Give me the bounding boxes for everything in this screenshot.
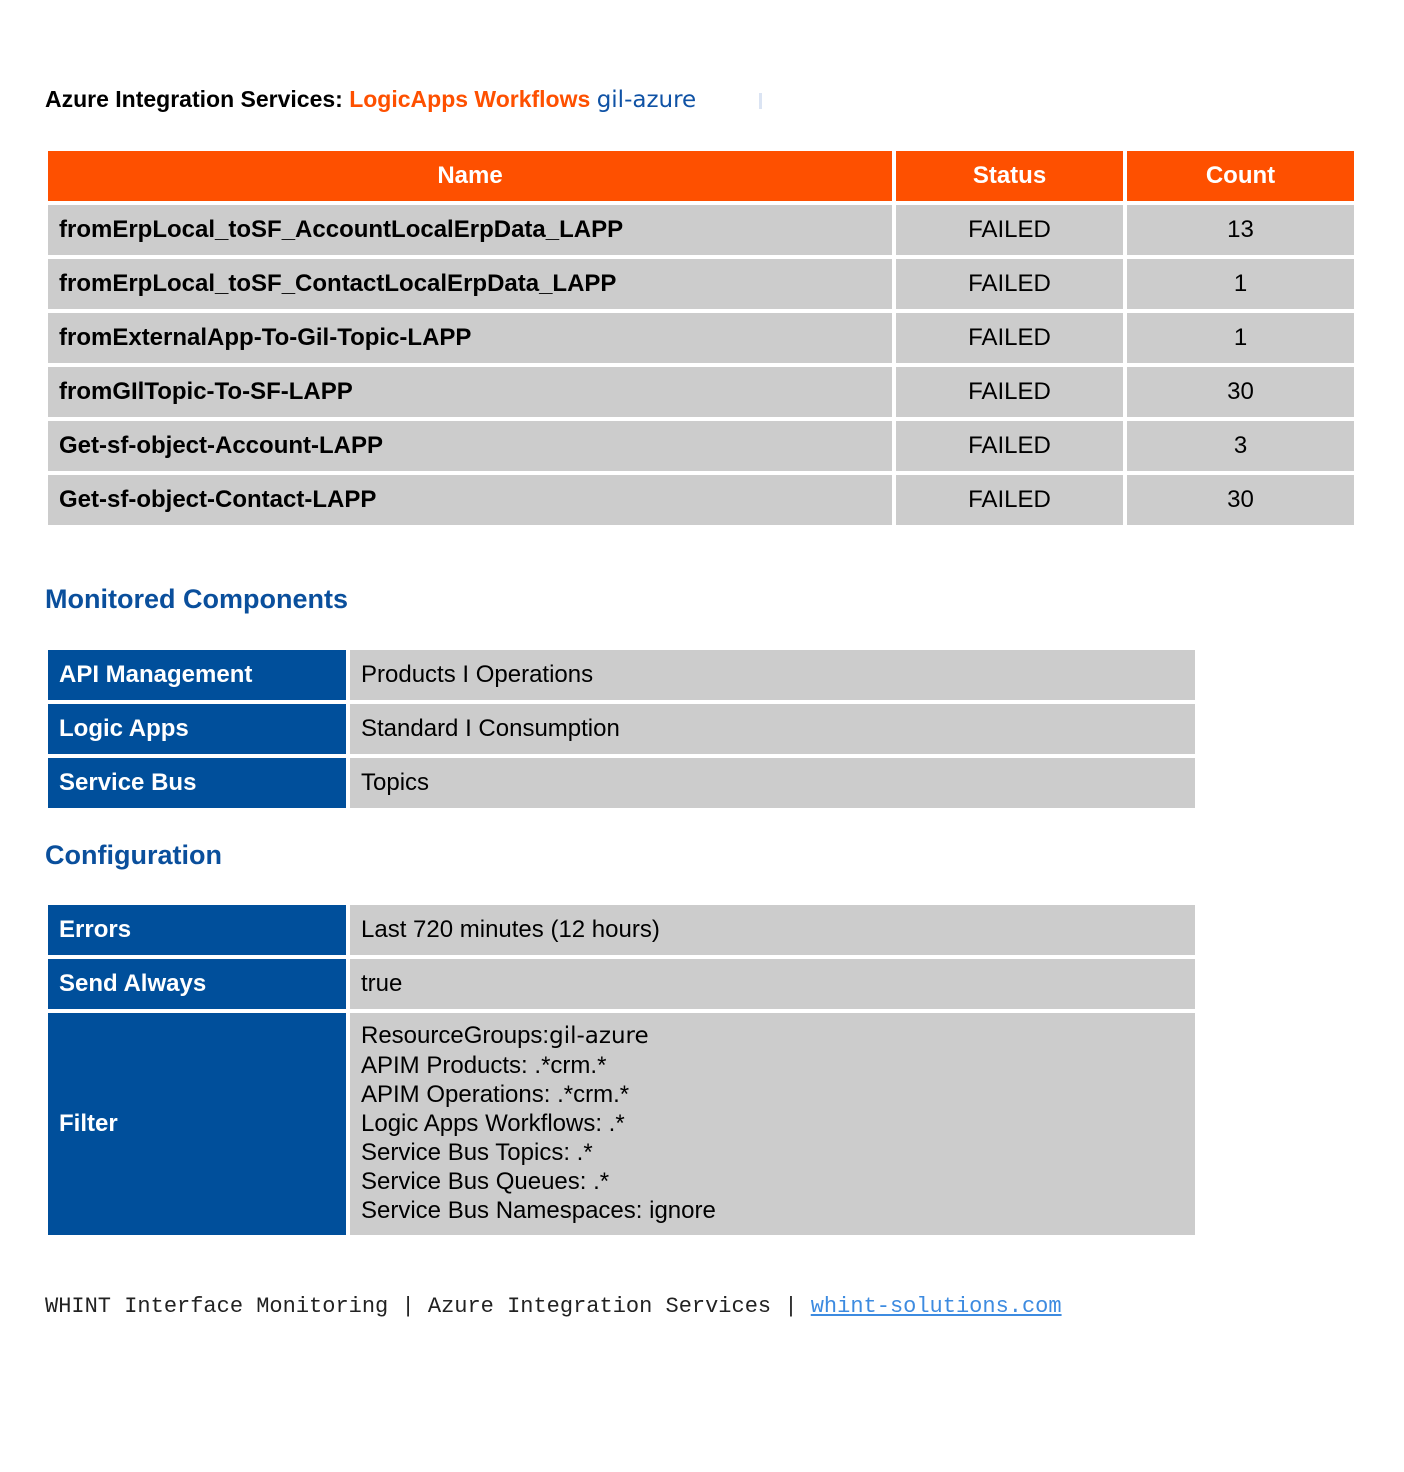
workflow-error-count: 3 (1127, 421, 1354, 471)
component-key: Service Bus (48, 758, 346, 808)
filter-line (361, 1167, 1195, 1196)
filter-line (361, 1080, 1195, 1109)
workflow-status: FAILED (896, 205, 1123, 255)
workflow-error-count: 13 (1127, 205, 1354, 255)
component-key: API Management (48, 650, 346, 700)
workflow-name: Get-sf-object-Account-LAPP (48, 421, 892, 471)
workflow-status: FAILED (896, 421, 1123, 471)
filter-key: Filter (48, 1013, 346, 1235)
monitored-components-table (44, 646, 1199, 812)
text-cursor-mark (759, 93, 762, 109)
report-header (45, 86, 762, 113)
config-value: true (350, 959, 1195, 1009)
table-row (48, 704, 1195, 754)
filter-line (361, 1196, 1195, 1225)
table-row (48, 421, 1354, 471)
filter-line (361, 1051, 1195, 1080)
footer-link[interactable]: whint-solutions.com (810, 1294, 1062, 1319)
monitored-components-heading: Monitored Components (45, 584, 348, 614)
filter-row (48, 1013, 1195, 1235)
filter-line (361, 1021, 1195, 1051)
filter-value: .*crm.* (557, 1081, 630, 1108)
filter-value: .*crm.* (534, 1052, 607, 1079)
filter-line (361, 1138, 1195, 1167)
filter-line (361, 1109, 1195, 1138)
table-row (48, 259, 1354, 309)
table-row (48, 959, 1195, 1009)
table-row (48, 650, 1195, 700)
workflow-status: FAILED (896, 367, 1123, 417)
header-category: LogicApps Workflows (349, 86, 591, 112)
workflow-name: Get-sf-object-Contact-LAPP (48, 475, 892, 525)
workflow-error-count: 30 (1127, 367, 1354, 417)
filter-label: Service Bus Topics: (361, 1139, 570, 1166)
errors-table (44, 147, 1358, 529)
table-row (48, 313, 1354, 363)
configuration-table (44, 901, 1199, 1239)
workflow-status: FAILED (896, 313, 1123, 363)
header-environment: gil-azure (596, 87, 697, 113)
component-value: Products I Operations (350, 650, 1195, 700)
column-header-count: Count (1127, 151, 1354, 201)
filter-label: Logic Apps Workflows: (361, 1110, 602, 1137)
header-prefix: Azure Integration Services: (45, 86, 343, 112)
table-row (48, 205, 1354, 255)
workflow-name: fromExternalApp-To-Gil-Topic-LAPP (48, 313, 892, 363)
component-value: Topics (350, 758, 1195, 808)
filter-label: Service Bus Namespaces: (361, 1197, 643, 1224)
config-key: Errors (48, 905, 346, 955)
component-value: Standard I Consumption (350, 704, 1195, 754)
column-header-name: Name (48, 151, 892, 201)
filter-value: ignore (649, 1197, 716, 1224)
workflow-error-count: 30 (1127, 475, 1354, 525)
workflow-error-count: 1 (1127, 259, 1354, 309)
filter-label: APIM Operations: (361, 1081, 551, 1108)
filter-value: .* (576, 1139, 593, 1166)
filter-label: APIM Products: (361, 1052, 528, 1079)
column-header-status: Status (896, 151, 1123, 201)
errors-table-header-row (48, 151, 1354, 201)
workflow-status: FAILED (896, 259, 1123, 309)
footer-text: WHINT Interface Monitoring | Azure Integration Services | (45, 1294, 811, 1319)
table-row (48, 905, 1195, 955)
filter-value: .* (608, 1110, 625, 1137)
workflow-status: FAILED (896, 475, 1123, 525)
filter-value: .* (593, 1168, 610, 1195)
workflow-name: fromErpLocal_toSF_ContactLocalErpData_LAPP (48, 259, 892, 309)
table-row (48, 758, 1195, 808)
footer (45, 1294, 1062, 1319)
table-row (48, 475, 1354, 525)
config-value: Last 720 minutes (12 hours) (350, 905, 1195, 955)
workflow-error-count: 1 (1127, 313, 1354, 363)
table-row (48, 367, 1354, 417)
filter-label: ResourceGroups: (361, 1022, 550, 1049)
workflow-name: fromErpLocal_toSF_AccountLocalErpData_LAPP (48, 205, 892, 255)
filter-label: Service Bus Queues: (361, 1168, 587, 1195)
filter-values (350, 1013, 1195, 1235)
configuration-heading: Configuration (45, 840, 222, 870)
workflow-name: fromGIlTopic-To-SF-LAPP (48, 367, 892, 417)
filter-value: gil-azure (549, 1023, 649, 1049)
component-key: Logic Apps (48, 704, 346, 754)
config-key: Send Always (48, 959, 346, 1009)
